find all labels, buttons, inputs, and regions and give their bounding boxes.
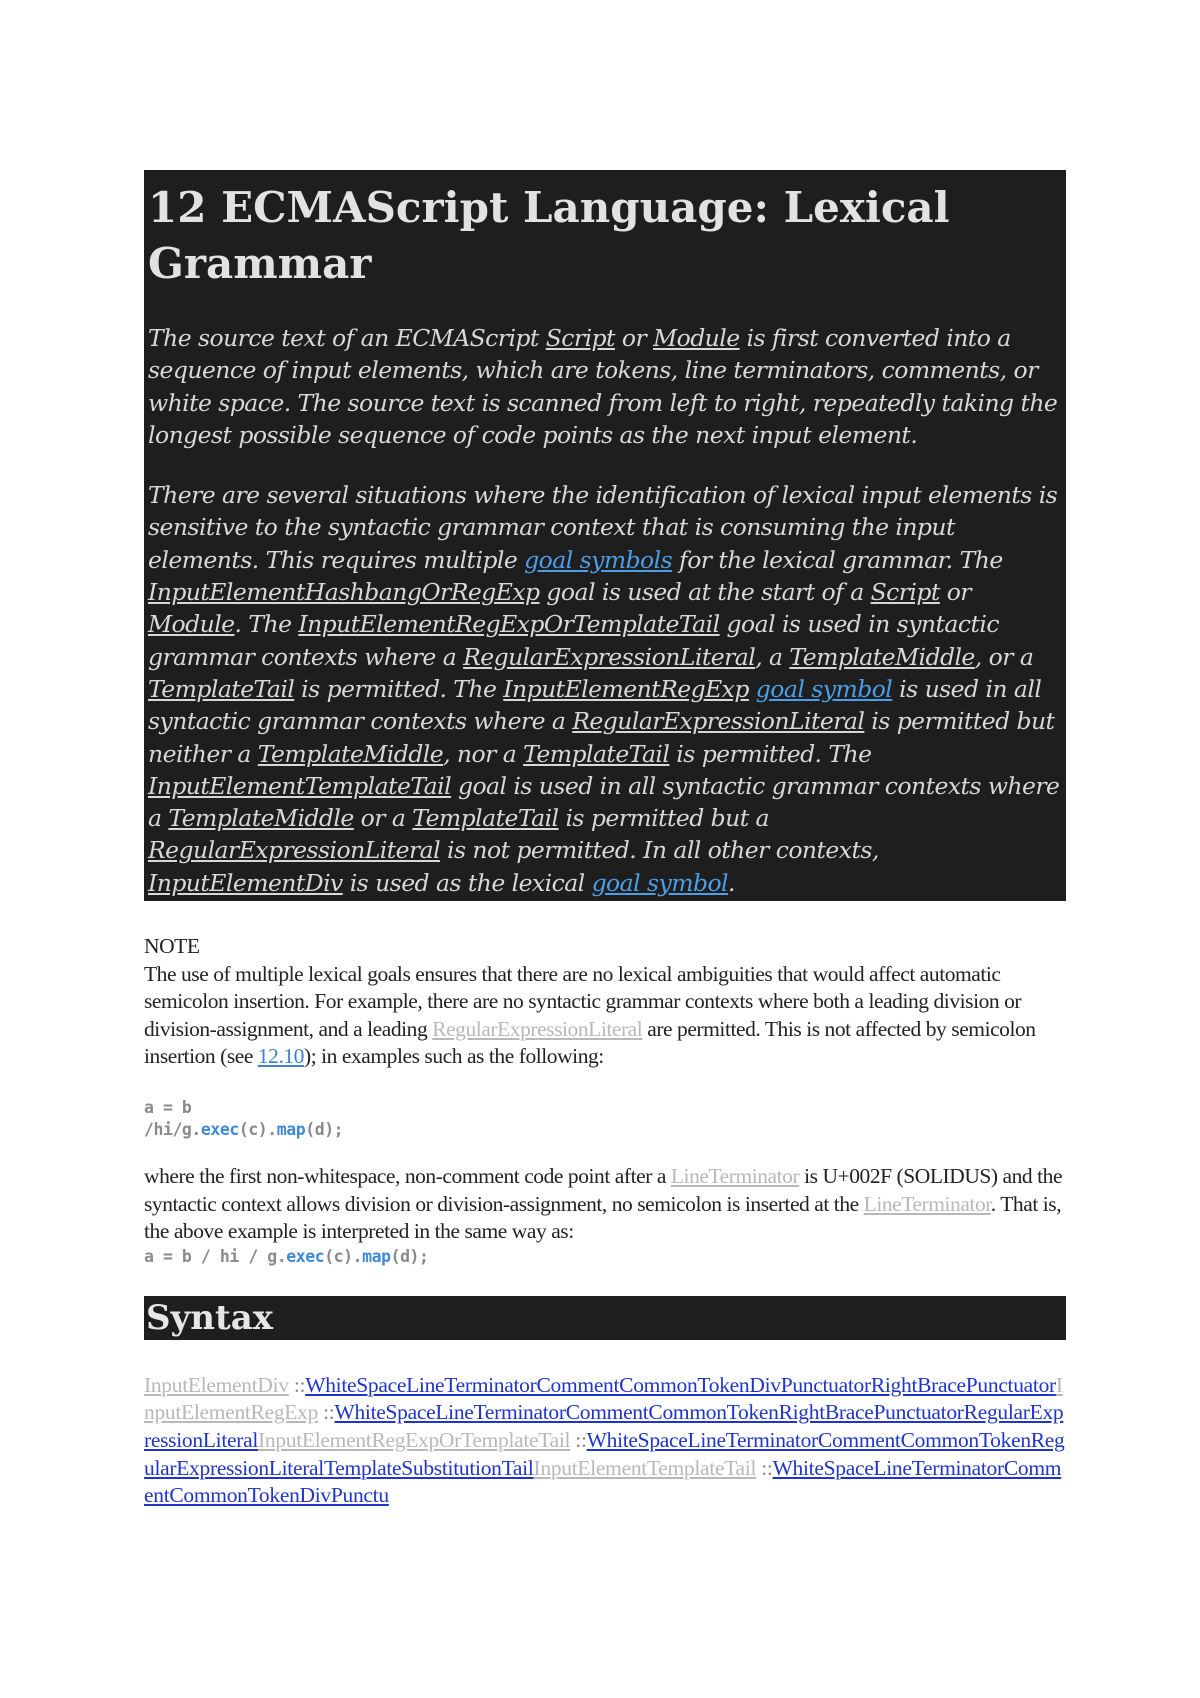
template-tail-link[interactable]: TemplateTail [523, 739, 670, 768]
syntax-heading: Syntax [144, 1296, 1066, 1340]
template-middle-link[interactable]: TemplateMiddle [257, 739, 444, 768]
text: is permitted. The [669, 739, 872, 768]
template-middle-link[interactable]: TemplateMiddle [168, 804, 354, 833]
module-link[interactable]: Module [653, 324, 740, 352]
module-link[interactable]: Module [148, 610, 235, 639]
script-link[interactable]: Script [545, 324, 615, 352]
text [749, 675, 756, 703]
code-example-1 [144, 1097, 1066, 1141]
regular-expression-literal-link[interactable]: RegularExpressionLiteral [432, 1016, 643, 1041]
code-token: (d); [390, 1246, 429, 1266]
code-token: exec [200, 1120, 239, 1140]
text: is permitted but a [558, 804, 769, 833]
regular-expression-literal-link[interactable]: RegularExpressionLiteral [463, 642, 756, 671]
text: goal is used at the start of a [539, 578, 871, 607]
text: or a [353, 804, 413, 833]
code-token: (c). [238, 1120, 277, 1140]
goal-symbol-link[interactable]: goal symbol [591, 868, 729, 897]
production-lhs-link[interactable]: InputElementDiv [144, 1372, 289, 1397]
text: is permitted but neither a [148, 707, 1055, 768]
text: are permitted. This is not affected by semicolon insertion (see [144, 1016, 1036, 1069]
production-rhs-link[interactable]: WhiteSpaceLineTerminatorCommentCommonTokenDivPunctuatorRightBracePunctuator [305, 1372, 1056, 1397]
regular-expression-literal-link[interactable]: RegularExpressionLiteral [572, 707, 865, 736]
script-link[interactable]: Script [870, 578, 940, 607]
regular-expression-literal-link[interactable]: RegularExpressionLiteral [148, 836, 441, 865]
line-terminator-link[interactable]: LineTerminator [863, 1191, 991, 1216]
text: is used in all syntactic grammar contexts where a [148, 674, 1042, 736]
production-lhs-link[interactable]: InputElementRegExp [144, 1372, 1063, 1425]
code-token: (c). [324, 1246, 363, 1266]
template-tail-link[interactable]: TemplateTail [148, 674, 295, 703]
text: is permitted. The [294, 674, 504, 703]
production-operator: :: [756, 1455, 773, 1480]
text: , nor a [443, 739, 524, 768]
text: or [939, 578, 971, 607]
text: . That is, the above example is interpreted in the same way as: [144, 1191, 1062, 1244]
text: or [614, 324, 654, 352]
production-operator: :: [318, 1400, 335, 1425]
code-token: a = b / hi / g. [144, 1246, 287, 1266]
intro-section [144, 170, 1066, 901]
input-element-hashbang-link[interactable]: InputElementHashbangOrRegExp [148, 578, 540, 607]
production-lhs-link[interactable]: InputElementTemplateTail [533, 1455, 757, 1480]
text: where the first non-whitespace, non-comment code point after a [144, 1164, 671, 1189]
text: for the lexical grammar. The [672, 545, 1003, 574]
text: , or a [974, 642, 1034, 671]
text: . [728, 868, 735, 897]
template-tail-link[interactable]: TemplateTail [412, 804, 559, 833]
note-label: NOTE [144, 934, 200, 959]
code-token: map [362, 1246, 391, 1266]
text: There are several situations where the identification of lexical input elements is sensitive to the syntactic grammar context that is consuming the input elements. This requires multiple [148, 481, 1058, 574]
goal-symbols-link[interactable]: goal symbols [524, 545, 673, 574]
note-text [144, 961, 1066, 1071]
section-title: 12 ECMAScript Language: Lexical Grammar [148, 183, 950, 288]
goal-symbol-link[interactable]: goal symbol [755, 674, 893, 703]
text: is used as the lexical [342, 868, 592, 897]
grammar-productions [144, 1372, 1066, 1510]
text: is first converted into a sequence of input elements, which are tokens, line terminators, comments, or white space. The source text is scanned from left to right, repeatedly taking the longest possible sequence of code points as the next input element. [148, 324, 1058, 449]
input-element-regexp-template-tail-link[interactable]: InputElementRegExpOrTemplateTail [298, 610, 720, 639]
text: goal is used in all syntactic grammar contexts where a [148, 771, 1060, 833]
text: ); in examples such as the following: [304, 1044, 604, 1069]
section-ref-link[interactable]: 12.10 [257, 1044, 304, 1069]
production-rhs-link[interactable]: WhiteSpaceLineTerminatorCommentCommonTokenRegularExpressionLiteralTemplateSubstitutionTail [144, 1427, 1065, 1480]
intro-paragraph-1 [148, 322, 1060, 451]
note-block [144, 933, 1066, 1268]
explanation-text [144, 1163, 1066, 1246]
code-token: /hi/g. [144, 1120, 201, 1140]
production-rhs-link[interactable]: WhiteSpaceLineTerminatorCommentCommonTokenDivPunctu [144, 1455, 1062, 1508]
production-rhs-link[interactable]: WhiteSpaceLineTerminatorCommentCommonTokenRightBracePunctuatorRegularExpressionLiteral [144, 1400, 1064, 1452]
line-terminator-link[interactable]: LineTerminator [670, 1164, 800, 1189]
text: goal is used in syntactic grammar contexts where a [148, 610, 999, 671]
input-element-div-link[interactable]: InputElementDiv [148, 868, 343, 897]
text: is U+002F (SOLIDUS) and the syntactic context allows division or division-assignment, no semicolon is inserted at the [144, 1164, 1063, 1216]
text: . The [234, 610, 299, 639]
text: , a [755, 642, 790, 671]
code-line [144, 1119, 1066, 1141]
document-page [144, 170, 1066, 1510]
production-operator: :: [570, 1427, 587, 1452]
text: is not permitted. In all other contexts, [440, 836, 879, 865]
code-example-2 [144, 1246, 1066, 1268]
input-element-regexp-link[interactable]: InputElementRegExp [503, 674, 749, 703]
code-token: exec [286, 1246, 325, 1266]
intro-paragraph-2 [148, 479, 1060, 899]
template-middle-link[interactable]: TemplateMiddle [789, 642, 975, 671]
text: The use of multiple lexical goals ensures that there are no lexical ambiguities that would affect automatic semicolon insertion. For example, there are no syntactic grammar contexts where both a leading division or division-assignment, and a leading [144, 961, 1022, 1041]
production-lhs-link[interactable]: InputElementRegExpOrTemplateTail [258, 1427, 571, 1452]
production-operator: :: [288, 1372, 306, 1397]
text: The source text of an ECMAScript [148, 324, 546, 352]
input-element-template-tail-link[interactable]: InputElementTemplateTail [148, 771, 452, 800]
code-token: map [276, 1120, 306, 1140]
code-token: (d); [305, 1120, 344, 1140]
code-line: a = b [144, 1098, 192, 1118]
